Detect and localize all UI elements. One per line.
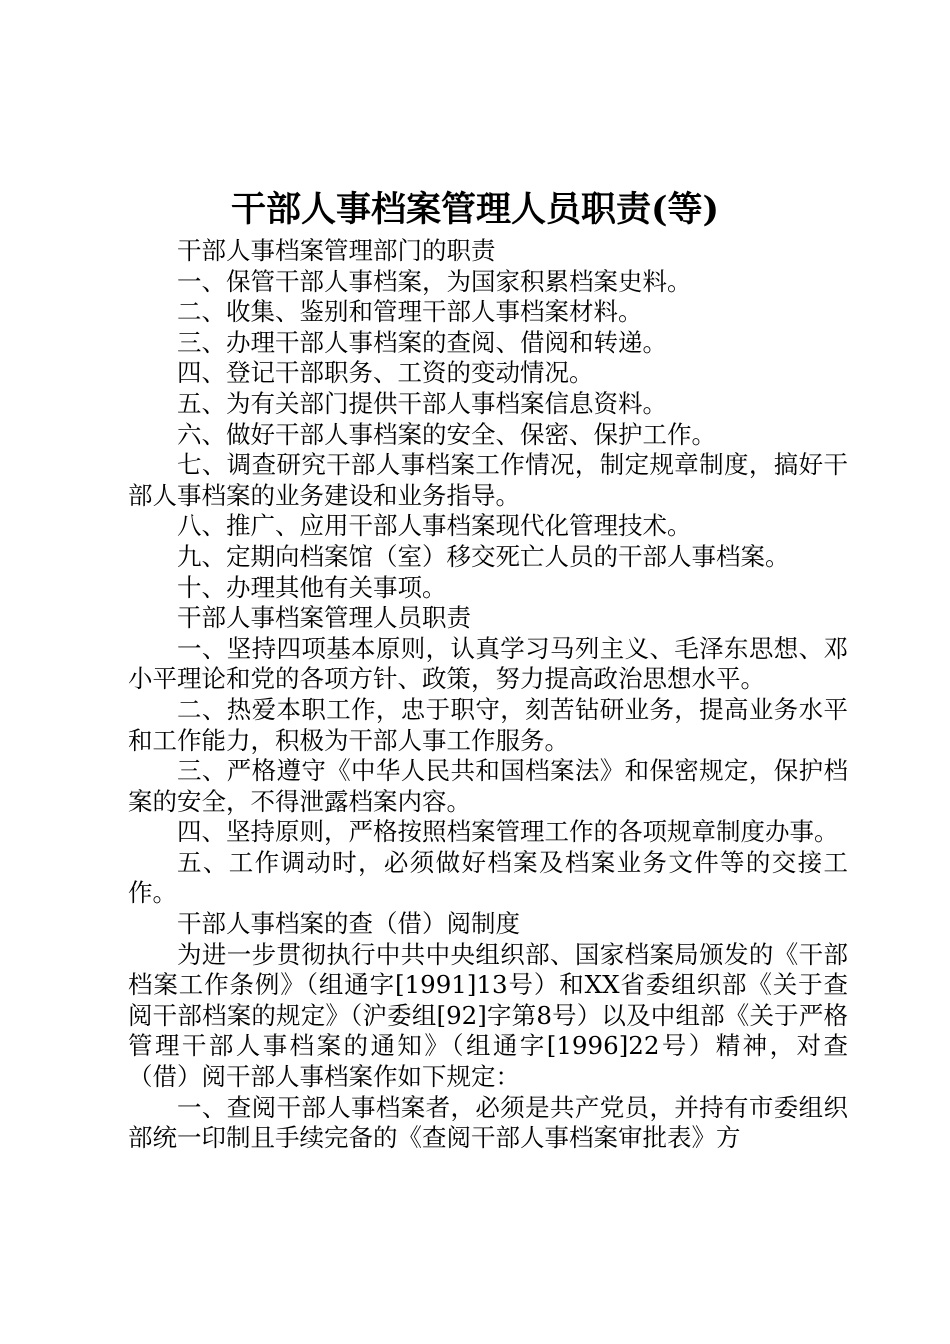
paragraph: 干部人事档案的查（借）阅制度 xyxy=(177,909,520,939)
paragraph: 二、收集、鉴别和管理干部人事档案材料。 xyxy=(177,297,643,327)
paragraph: 四、坚持原则，严格按照档案管理工作的各项规章制度办事。 xyxy=(177,817,839,847)
paragraph: 七、调查研究干部人事档案工作情况，制定规章制度，搞好干部人事档案的业务建设和业务指导。 xyxy=(128,450,848,510)
paragraph: 十、办理其他有关事项。 xyxy=(177,572,447,602)
paragraph: 一、坚持四项基本原则，认真学习马列主义、毛泽东思想、邓小平理论和党的各项方针、政策，努力提高政治思想水平。 xyxy=(128,633,848,694)
paragraph: 九、定期向档案馆（室）移交死亡人员的干部人事档案。 xyxy=(177,541,790,571)
paragraph: 一、保管干部人事档案，为国家积累档案史料。 xyxy=(177,266,692,296)
paragraph: 六、做好干部人事档案的安全、保密、保护工作。 xyxy=(177,419,716,449)
paragraph: 二、热爱本职工作，忠于职守，刻苦钻研业务，提高业务水平和工作能力，积极为干部人事工作服务。 xyxy=(128,694,848,755)
paragraph: 五、为有关部门提供干部人事档案信息资料。 xyxy=(177,388,667,418)
paragraph: 五、工作调动时，必须做好档案及档案业务文件等的交接工作。 xyxy=(128,847,848,908)
paragraph: 一、查阅干部人事档案者，必须是共产党员，并持有市委组织部统一印制且手续完备的《查阅干部人事档案审批表》方 xyxy=(128,1092,848,1153)
paragraph: 四、登记干部职务、工资的变动情况。 xyxy=(177,358,594,388)
paragraph: 为进一步贯彻执行中共中央组织部、国家档案局颁发的《干部档案工作条例》（组通字[1991]13号）和XX省委组织部《关于查阅干部档案的规定》（沪委组[92]字第8号）以及中组部《关于严格管理干部人事档案的通知》（组通字[1996]22号）精神，对查（借）阅干部人事档案作如下规定： xyxy=(128,939,848,1092)
paragraph: 三、严格遵守《中华人民共和国档案法》和保密规定，保护档案的安全，不得泄露档案内容。 xyxy=(128,756,848,816)
paragraph: 三、办理干部人事档案的查阅、借阅和转递。 xyxy=(177,327,667,357)
paragraph: 八、推广、应用干部人事档案现代化管理技术。 xyxy=(177,511,692,541)
paragraph: 干部人事档案管理人员职责 xyxy=(177,603,471,633)
document-body xyxy=(128,236,848,1154)
paragraph: 干部人事档案管理部门的职责 xyxy=(177,236,496,265)
document-title: 干部人事档案管理人员职责(等) xyxy=(230,189,720,230)
